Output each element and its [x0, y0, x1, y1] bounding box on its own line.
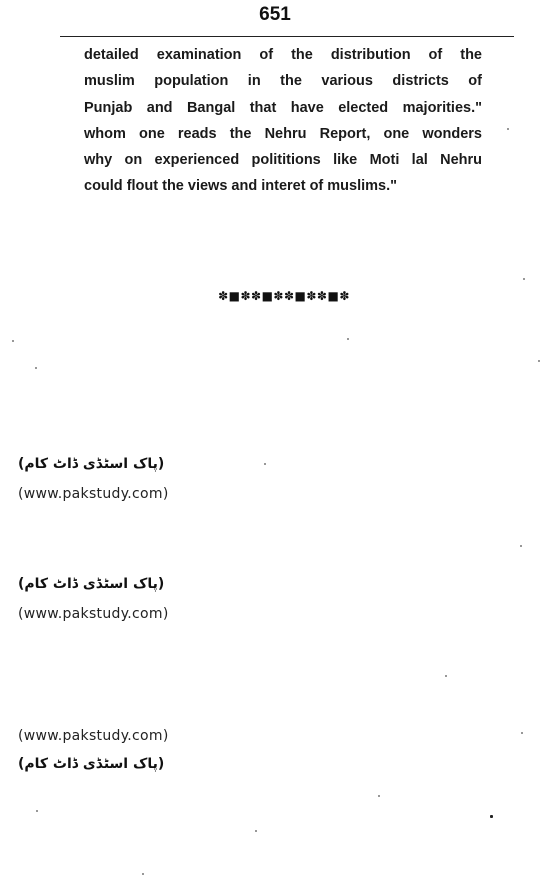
scan-speck — [264, 463, 266, 465]
watermark-url-3: (www.pakstudy.com) — [18, 728, 169, 744]
scan-speck — [378, 795, 380, 797]
paragraph-line: why on experienced polititions like Moti lal Nehru — [84, 152, 482, 169]
body-paragraph — [84, 42, 482, 200]
scan-speck — [142, 873, 144, 875]
scan-speck — [520, 545, 522, 547]
scan-speck — [538, 360, 540, 362]
paragraph-line: Punjab and Bangal that have elected majorities." — [84, 99, 482, 116]
paragraph-line: detailed examination of the distribution of the — [84, 47, 482, 63]
watermark-urdu-1: (پاک اسٹڈی ڈاٹ کام) — [18, 456, 165, 472]
scan-speck — [35, 367, 37, 369]
paragraph-line: muslim population in the various districts of — [84, 73, 482, 90]
page-number: 651 — [259, 4, 291, 25]
watermark-urdu-3: (پاک اسٹڈی ڈاٹ کام) — [18, 756, 165, 772]
header-rule — [60, 36, 514, 37]
scan-speck — [12, 340, 14, 342]
paragraph-line: whom one reads the Nehru Report, one wonders — [84, 125, 482, 142]
scan-speck — [521, 732, 523, 734]
watermark-urdu-2: (پاک اسٹڈی ڈاٹ کام) — [18, 576, 165, 592]
watermark-url-1: (www.pakstudy.com) — [18, 486, 169, 502]
scan-speck — [490, 815, 493, 818]
scan-speck — [507, 128, 509, 130]
scan-speck — [445, 675, 447, 677]
scan-speck — [36, 810, 38, 812]
scan-speck — [347, 338, 349, 340]
watermark-url-2: (www.pakstudy.com) — [18, 606, 169, 622]
scan-speck — [255, 830, 257, 832]
scan-speck — [523, 278, 525, 280]
paragraph-line: could flout the views and interet of muslims." — [84, 178, 398, 195]
section-divider-ornament: ✽■✽✽■✽✽■✽✽■✽ — [218, 289, 350, 303]
